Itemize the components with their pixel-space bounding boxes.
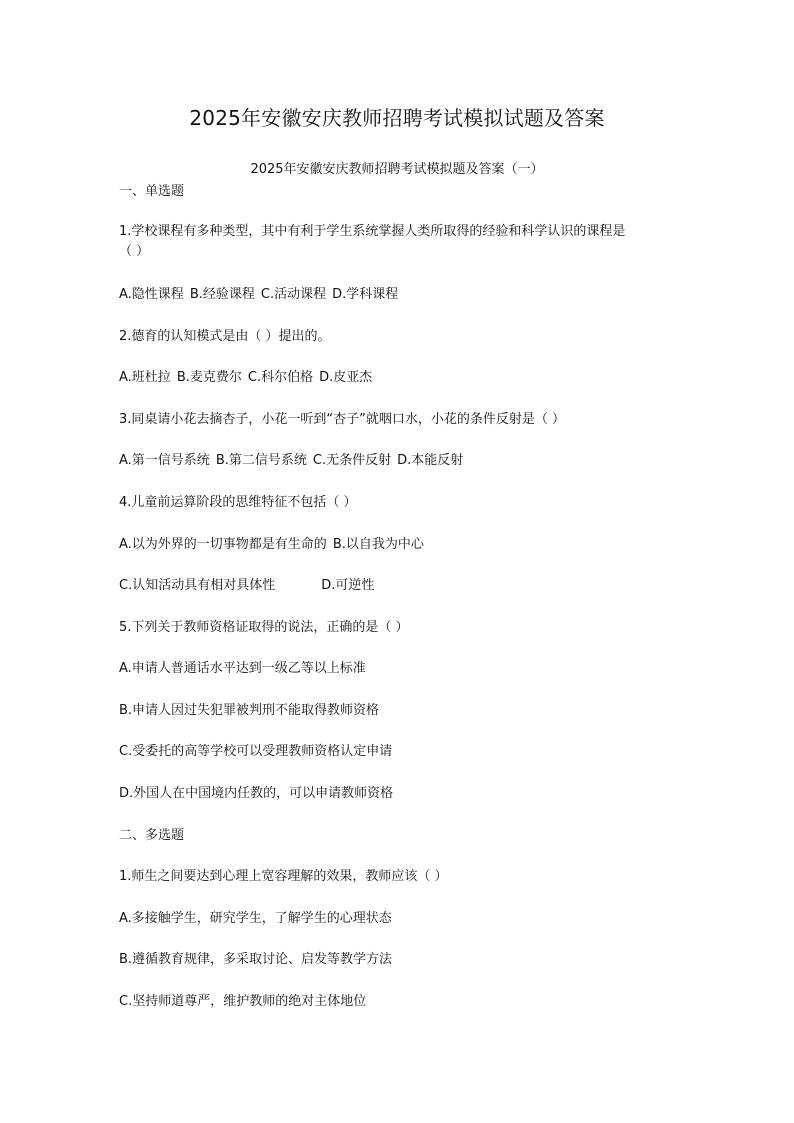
question-5-option-b: B.申请人因过失犯罪被判刑不能取得教师资格 — [119, 703, 380, 718]
question-3-stem: 3.同桌请小花去摘杏子，小花一听到“杏子”就咽口水，小花的条件反射是（ ） — [119, 412, 566, 427]
mc-question-1-option-a: A.多接触学生，研究学生，了解学生的心理状态 — [119, 911, 392, 926]
option-b: B.以自我为中心 — [332, 537, 424, 552]
option-c: C.无条件反射 — [312, 453, 392, 468]
question-1-blank: （ ） — [119, 244, 150, 259]
option-c: C.科尔伯格 — [247, 370, 314, 385]
option-d: D.皮亚杰 — [319, 370, 373, 385]
question-5-option-a: A.申请人普通话水平达到一级乙等以上标准 — [119, 661, 366, 676]
option-c: C.活动课程 — [260, 287, 327, 302]
mc-question-1-option-b: B.遵循教育规律，多采取讨论、启发等教学方法 — [119, 952, 393, 967]
option-b: B.第二信号系统 — [215, 453, 307, 468]
question-5-stem: 5.下列关于教师资格证取得的说法，正确的是（ ） — [119, 620, 409, 635]
option-a: A.以为外界的一切事物都是有生命的 — [119, 537, 327, 552]
section-heading-multiple-choice: 二、多选题 — [119, 828, 185, 843]
question-2-options — [119, 368, 679, 388]
question-1-options — [119, 285, 679, 305]
option-a: A.隐性课程 — [119, 287, 184, 302]
question-5-option-c: C.受委托的高等学校可以受理教师资格认定申请 — [119, 744, 393, 759]
question-1-stem: 1.学校课程有多种类型，其中有利于学生系统掌握人类所取得的经验和科学认识的课程是 — [119, 224, 626, 239]
option-c: C.认知活动具有相对具体性 — [119, 578, 276, 593]
question-2-stem: 2.德育的认知模式是由（ ）提出的。 — [119, 329, 331, 344]
option-b: B.经验课程 — [189, 287, 255, 302]
option-d: D.可逆性 — [321, 578, 375, 593]
question-4-options-ab — [119, 535, 679, 555]
question-5-option-d: D.外国人在中国境内任教的，可以申请教师资格 — [119, 786, 394, 801]
option-d: D.学科课程 — [332, 287, 399, 302]
option-b: B.麦克费尔 — [176, 370, 242, 385]
page-title: 2025年安徽安庆教师招聘考试模拟试题及答案 — [189, 106, 605, 130]
option-a: A.第一信号系统 — [119, 453, 210, 468]
option-a: A.班杜拉 — [119, 370, 171, 385]
section-subtitle: 2025年安徽安庆教师招聘考试模拟题及答案（一） — [250, 162, 544, 177]
section-heading-single-choice: 一、单选题 — [119, 184, 185, 199]
question-3-options — [119, 451, 679, 471]
mc-question-1-option-c: C.坚持师道尊严，维护教师的绝对主体地位 — [119, 994, 367, 1009]
mc-question-1-stem: 1.师生之间要达到心理上宽容理解的效果，教师应该（ ） — [119, 869, 448, 884]
question-4-stem: 4.儿童前运算阶段的思维特征不包括（ ） — [119, 495, 357, 510]
question-4-options-cd — [119, 576, 679, 596]
option-d: D.本能反射 — [397, 453, 464, 468]
